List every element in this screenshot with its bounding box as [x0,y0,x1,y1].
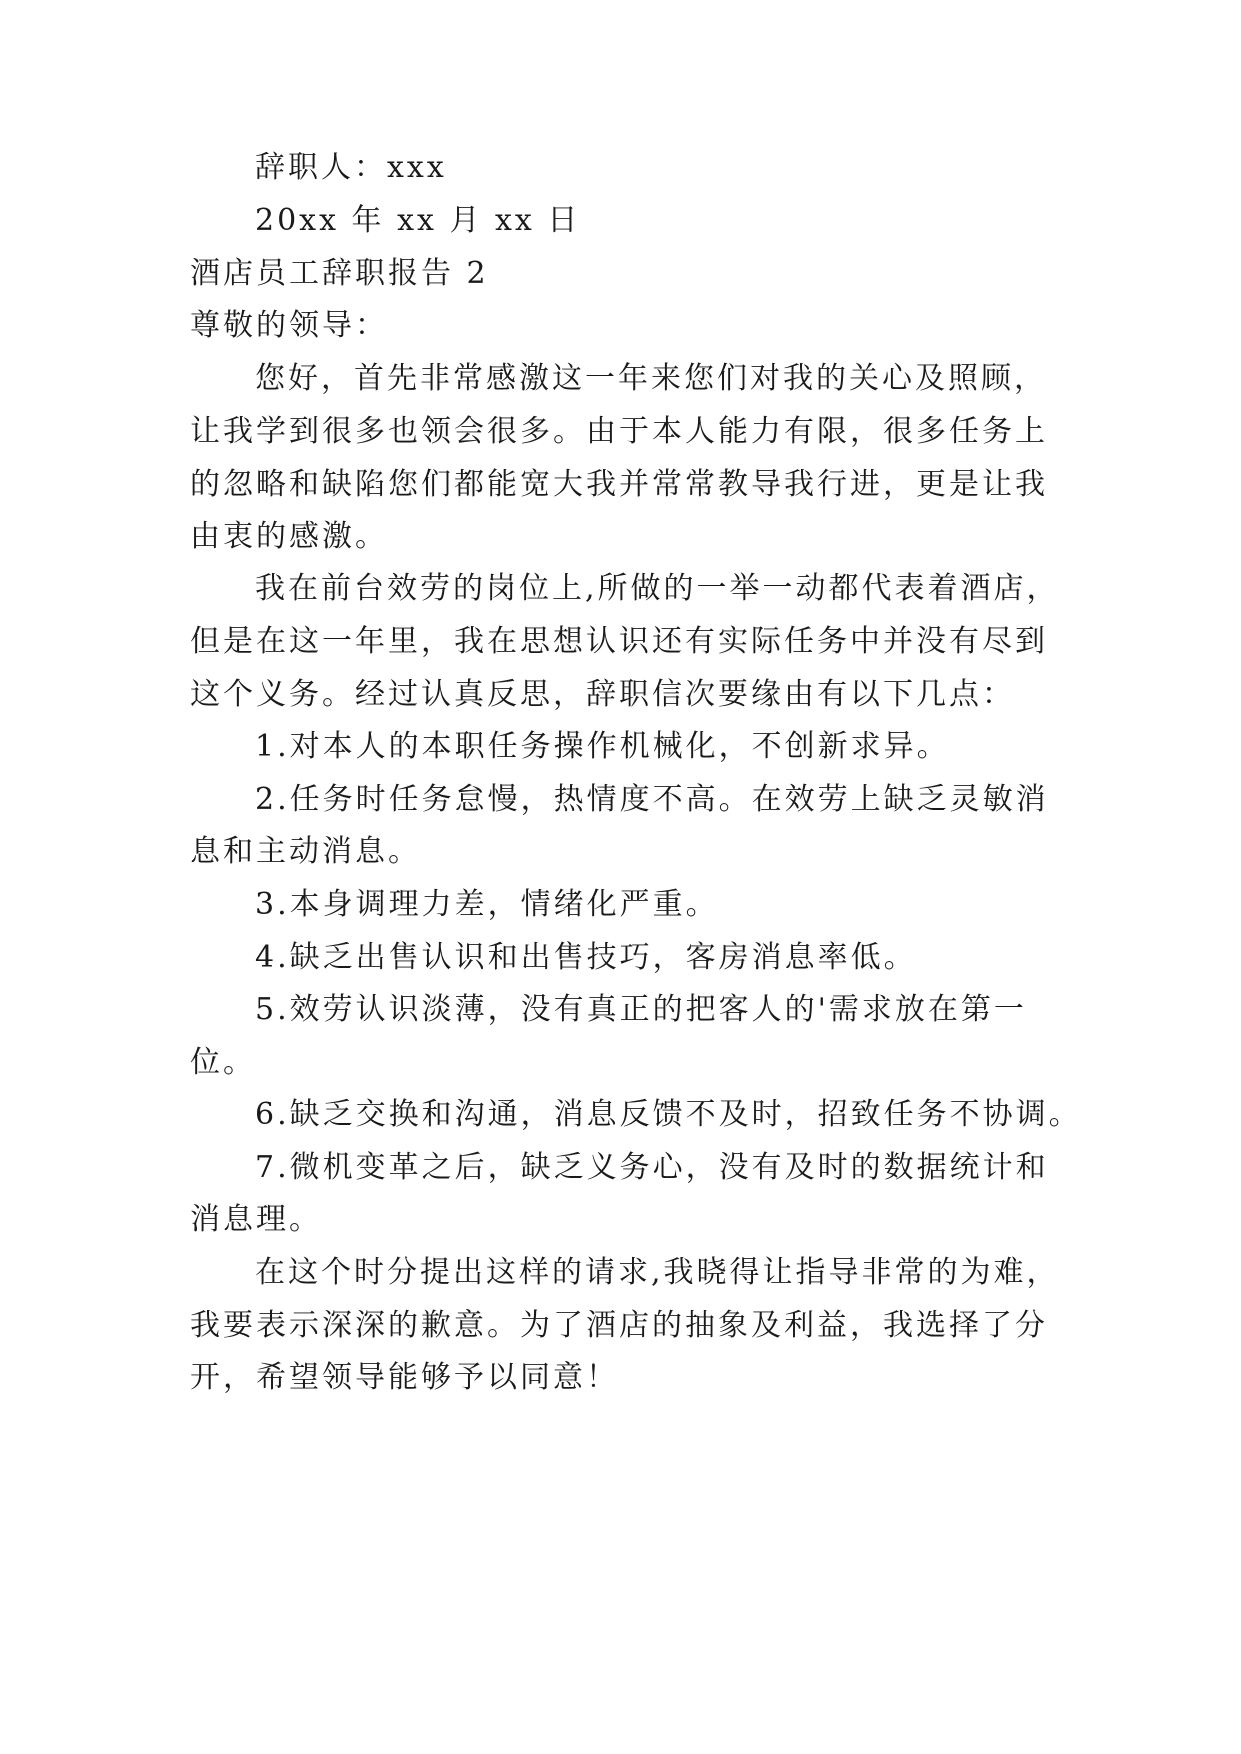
date-line: 20xx 年 xx 月 xx 日 [255,203,581,238]
paragraph-line: 开，希望领导能够予以同意！ [190,1360,619,1395]
salutation: 尊敬的领导： [190,308,388,343]
paragraph-line: 由衷的感激。 [190,519,388,554]
list-item: 5.效劳认识淡薄，没有真正的把客人的'需求放在第一 [255,992,1027,1027]
list-item-continuation: 位。 [190,1045,256,1080]
list-item: 3.本身调理力差，情绪化严重。 [255,887,719,922]
paragraph-line: 在这个时分提出这样的请求,我晓得让指导非常的为难， [255,1255,1060,1290]
section-title: 酒店员工辞职报告 2 [190,256,489,291]
paragraph-line: 我要表示深深的歉意。为了酒店的抽象及利益，我选择了分 [190,1308,1048,1343]
paragraph-line: 的忽略和缺陷您们都能宽大我并常常教导我行进，更是让我 [190,467,1048,502]
paragraph-line: 但是在这一年里，我在思想认识还有实际任务中并没有尽到 [190,624,1048,659]
paragraph-line: 让我学到很多也领会很多。由于本人能力有限，很多任务上 [190,414,1048,449]
list-item: 1.对本人的本职任务操作机械化，不创新求异。 [255,729,950,764]
resigner-line: 辞职人：xxx [255,150,447,185]
list-item-continuation: 息和主动消息。 [190,834,421,869]
paragraph-line: 我在前台效劳的岗位上,所做的一举一动都代表着酒店， [255,571,1060,606]
paragraph-line: 您好，首先非常感激这一年来您们对我的关心及照顾， [255,361,1047,396]
list-item: 4.缺乏出售认识和出售技巧，客房消息率低。 [255,940,917,975]
list-item: 6.缺乏交换和沟通，消息反馈不及时，招致任务不协调。 [255,1097,1082,1132]
list-item-continuation: 消息理。 [190,1202,322,1237]
paragraph-line: 这个义务。经过认真反思，辞职信次要缘由有以下几点： [190,677,1015,712]
list-item: 2.任务时任务怠慢，热情度不高。在效劳上缺乏灵敏消 [255,782,1049,817]
list-item: 7.微机变革之后，缺乏义务心，没有及时的数据统计和 [255,1150,1049,1185]
